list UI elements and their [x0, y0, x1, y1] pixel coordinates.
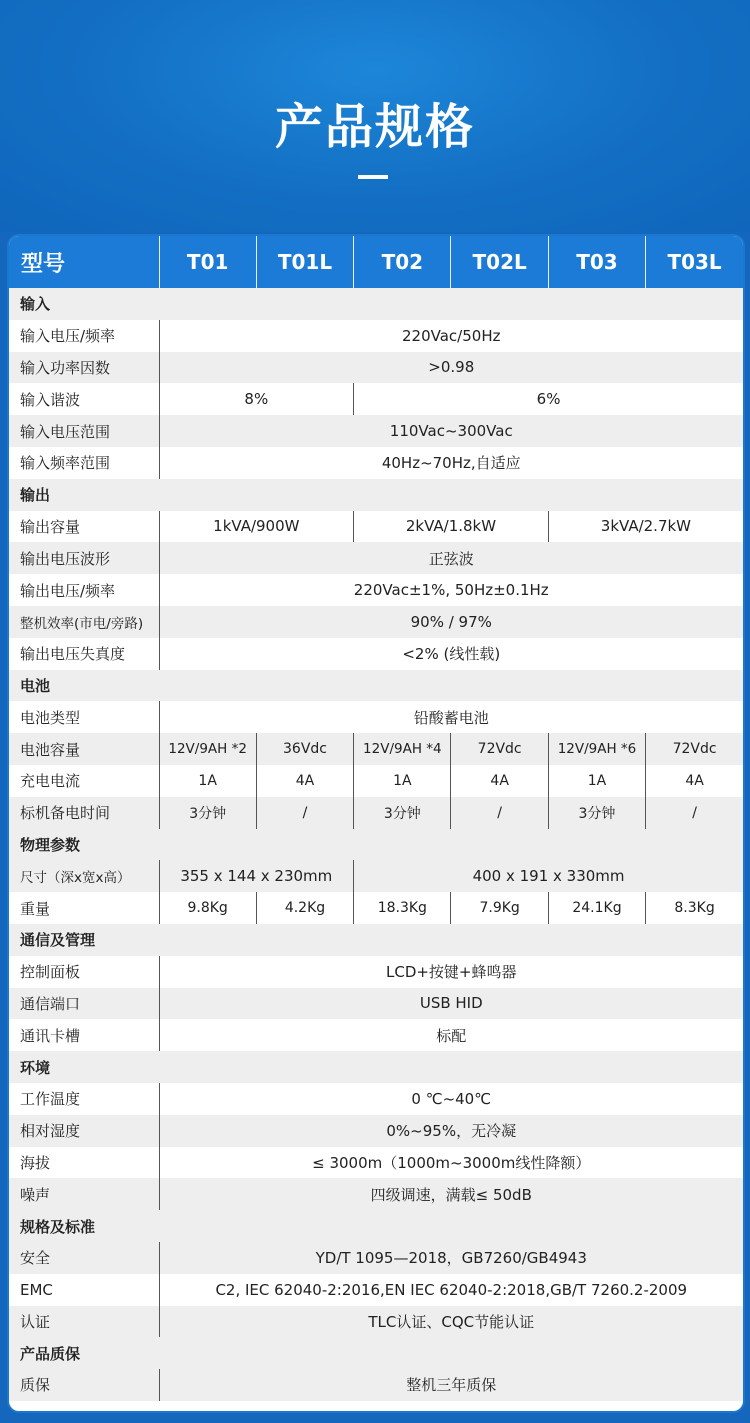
spec-cell: 110Vac~300Vac — [159, 415, 743, 447]
table-row — [9, 733, 743, 765]
section-title: 物理参数 — [9, 829, 743, 861]
spec-cell: 四级调速，满载≤ 50dB — [159, 1178, 743, 1210]
model-header-t03l: T03L — [646, 236, 743, 288]
section-title: 通信及管理 — [9, 924, 743, 956]
table-row — [9, 1083, 743, 1115]
spec-cell: 40Hz~70Hz,自适应 — [381, 454, 521, 473]
model-header-t03: T03 — [548, 236, 645, 288]
section-header-row — [9, 1210, 743, 1242]
table-row — [9, 765, 743, 797]
model-header-t01: T01 — [159, 236, 256, 288]
table-row — [9, 988, 743, 1020]
row-label: 重量 — [9, 892, 159, 924]
table-row — [9, 638, 743, 670]
table-row — [9, 701, 743, 733]
spec-cell: C2, IEC 62040-2:2016,EN IEC 62040-2:2018,GB/T 7260.2-2009 — [215, 1280, 688, 1299]
spec-cell: 36Vdc — [256, 733, 353, 765]
row-label: 认证 — [9, 1306, 159, 1338]
section-title: 环境 — [9, 1051, 743, 1083]
table-row — [9, 542, 743, 574]
page-title: 产品规格 — [274, 99, 475, 155]
spec-cell: 1A — [159, 765, 256, 797]
table-row — [9, 320, 743, 352]
spec-cell: 标配 — [436, 1026, 467, 1045]
table-row — [9, 574, 743, 606]
table-row — [9, 797, 743, 829]
spec-cell: 9.8Kg — [159, 892, 256, 924]
table-row — [9, 1306, 743, 1338]
spec-cell: / — [451, 797, 548, 829]
row-label: 输出电压波形 — [9, 542, 159, 574]
table-row — [9, 860, 743, 892]
model-header-label: 型号 — [9, 236, 159, 288]
table-row — [9, 447, 743, 479]
spec-cell: 8% — [159, 383, 354, 415]
spec-cell: 3分钟 — [354, 797, 451, 829]
row-label: 相对湿度 — [9, 1115, 159, 1147]
spec-cell: 12V/9AH *2 — [159, 733, 256, 765]
row-label: 输出电压/频率 — [9, 574, 159, 606]
table-row — [9, 352, 743, 384]
section-header-row — [9, 1051, 743, 1083]
spec-cell: 4A — [451, 765, 548, 797]
spec-cell: 220Vac/50Hz — [402, 326, 501, 345]
spec-table-panel — [7, 234, 745, 1413]
spec-cell: 3kVA/2.7kW — [600, 517, 692, 536]
section-title: 规格及标准 — [9, 1210, 743, 1242]
row-label: 电池类型 — [9, 701, 159, 733]
section-header-row — [9, 1337, 743, 1369]
row-label: 输出电压失真度 — [9, 638, 159, 670]
spec-cell: 12V/9AH *4 — [354, 733, 451, 765]
spec-cell: 4.2Kg — [256, 892, 353, 924]
spec-cell: 0%~95%，无冷凝 — [159, 1115, 743, 1147]
spec-cell: 12V/9AH *6 — [548, 733, 645, 765]
row-label: 输入谐波 — [9, 383, 159, 415]
model-header-row — [9, 236, 743, 288]
spec-cell: 0 ℃~40℃ — [411, 1089, 492, 1108]
row-label: 整机效率(市电/旁路) — [9, 606, 159, 638]
section-header-row — [9, 670, 743, 702]
hero-banner — [0, 0, 750, 232]
spec-table-body — [9, 288, 743, 1401]
table-row — [9, 606, 743, 638]
table-row — [9, 383, 743, 415]
section-title: 输出 — [9, 479, 743, 511]
spec-cell: 4A — [685, 772, 704, 789]
row-label: 通信端口 — [9, 988, 159, 1020]
row-label: 输入功率因数 — [9, 352, 159, 384]
table-row — [9, 1242, 743, 1274]
spec-cell: 4A — [256, 765, 353, 797]
spec-cell: 400 x 191 x 330mm — [354, 860, 743, 892]
spec-cell: 3分钟 — [159, 797, 256, 829]
row-label: 海拔 — [9, 1147, 159, 1179]
spec-cell: 7.9Kg — [451, 892, 548, 924]
spec-cell: 220Vac±1%, 50Hz±0.1Hz — [353, 581, 549, 600]
spec-cell: 铅酸蓄电池 — [413, 708, 489, 727]
spec-cell: 1kVA/900W — [159, 511, 354, 543]
row-label: 输入电压/频率 — [9, 320, 159, 352]
spec-cell: 8.3Kg — [674, 900, 715, 917]
table-row — [9, 1369, 743, 1401]
section-title: 产品质保 — [9, 1337, 743, 1369]
row-label: 控制面板 — [9, 956, 159, 988]
spec-cell: 72Vdc — [646, 733, 743, 765]
section-header-row — [9, 479, 743, 511]
table-row — [9, 892, 743, 924]
row-label: 输入电压范围 — [9, 415, 159, 447]
table-row — [9, 511, 743, 543]
row-label: 输出容量 — [9, 511, 159, 543]
spec-cell: / — [646, 797, 743, 829]
model-header-t02: T02 — [354, 236, 451, 288]
spec-cell: <2% (线性载) — [402, 645, 501, 664]
spec-cell: 3分钟 — [548, 797, 645, 829]
spec-cell: YD/T 1095—2018，GB7260/GB4943 — [159, 1242, 743, 1274]
row-label: 标机备电时间 — [9, 797, 159, 829]
row-label: 噪声 — [9, 1178, 159, 1210]
row-label: 工作温度 — [9, 1083, 159, 1115]
spec-cell: LCD+按键+蜂鸣器 — [385, 963, 517, 982]
spec-cell: 18.3Kg — [354, 892, 451, 924]
spec-cell: TLC认证、CQC节能认证 — [159, 1306, 743, 1338]
section-title: 输入 — [9, 288, 743, 320]
spec-cell: 90% / 97% — [159, 606, 743, 638]
spec-cell: 1A — [548, 765, 645, 797]
spec-table — [9, 236, 743, 1401]
row-label: 输入频率范围 — [9, 447, 159, 479]
spec-cell: 24.1Kg — [548, 892, 645, 924]
spec-cell: 6% — [536, 390, 561, 409]
table-row — [9, 1274, 743, 1306]
spec-cell: USB HID — [159, 988, 743, 1020]
row-label: 安全 — [9, 1242, 159, 1274]
row-label: 质保 — [9, 1369, 159, 1401]
section-header-row — [9, 924, 743, 956]
spec-cell: 2kVA/1.8kW — [354, 511, 549, 543]
table-row — [9, 1178, 743, 1210]
table-row — [9, 1115, 743, 1147]
section-header-row — [9, 829, 743, 861]
section-title: 电池 — [9, 670, 743, 702]
spec-cell: 355 x 144 x 230mm — [159, 860, 354, 892]
spec-cell: >0.98 — [159, 352, 743, 384]
row-label: 电池容量 — [9, 733, 159, 765]
model-header-t02l: T02L — [451, 236, 548, 288]
spec-cell: 72Vdc — [451, 733, 548, 765]
row-label: EMC — [9, 1274, 159, 1306]
table-row — [9, 1019, 743, 1051]
spec-cell: 整机三年质保 — [159, 1369, 743, 1401]
row-label: 通讯卡槽 — [9, 1019, 159, 1051]
spec-cell: 正弦波 — [159, 542, 743, 574]
spec-cell: / — [256, 797, 353, 829]
title-divider — [358, 175, 388, 179]
row-label: 充电电流 — [9, 765, 159, 797]
table-row — [9, 1147, 743, 1179]
section-header-row — [9, 288, 743, 320]
model-header-t01l: T01L — [256, 236, 353, 288]
spec-cell: 1A — [354, 765, 451, 797]
row-label: 尺寸（深x宽x高） — [9, 860, 159, 892]
table-row — [9, 415, 743, 447]
table-row — [9, 956, 743, 988]
spec-cell: ≤ 3000m（1000m~3000m线性降额） — [312, 1153, 591, 1172]
